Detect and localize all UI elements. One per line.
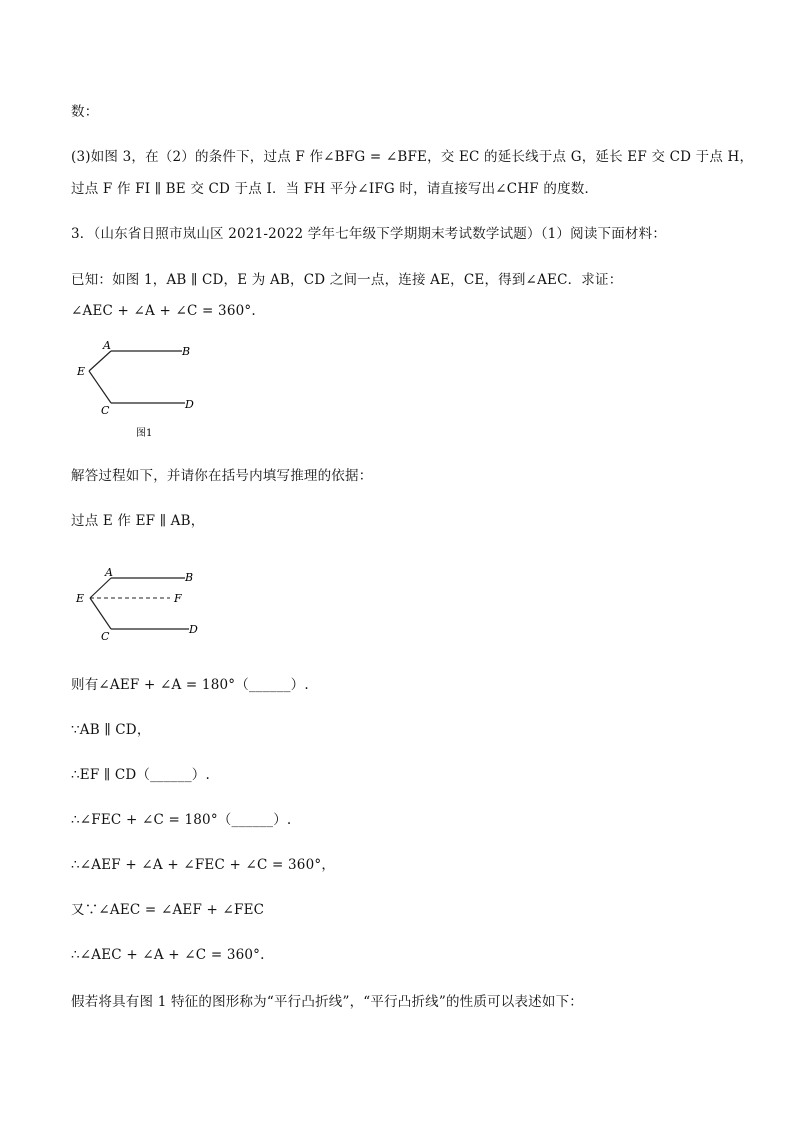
fig2-ae-line (90, 578, 111, 598)
text-line-15: ∴∠AEC + ∠A + ∠C = 360°. (71, 947, 265, 963)
fig1-caption: 图1 (136, 428, 153, 439)
text-line-12: ∴∠FEC + ∠C = 180°（______）. (71, 812, 292, 828)
text-line-13: ∴∠AEF + ∠A + ∠FEC + ∠C = 360°， (71, 857, 336, 873)
fig1-label-e: E (77, 365, 86, 378)
text-line-8: 过点 E 作 EF ∥ AB， (71, 513, 205, 529)
fig1-label-d: D (185, 398, 194, 411)
figure-2 (72, 563, 212, 648)
fig1-ae-line (89, 351, 111, 371)
fig1-label-c: C (101, 404, 110, 417)
text-line-2: (3)如图 3，在（2）的条件下，过点 F 作∠BFG = ∠BFE，交 EC 的延长线于点 G，延长 EF 交 CD 于点 H， (71, 149, 754, 165)
figure-1 (72, 338, 212, 443)
text-line-5: 已知：如图 1，AB ∥ CD，E 为 AB，CD 之间一点，连接 AE，CE，得到∠AEC．求证： (71, 272, 623, 288)
text-line-7: 解答过程如下，并请你在括号内填写推理的依据： (71, 468, 373, 484)
fig1-label-a: A (103, 339, 111, 352)
fig2-label-e: E (76, 592, 85, 605)
fig2-label-d: D (189, 623, 198, 636)
text-line-16: 假若将具有图 1 特征的图形称为“平行凸折线”，“平行凸折线”的性质可以表述如下： (71, 994, 583, 1010)
fig1-ec-line (89, 371, 111, 403)
fig1-label-b: B (182, 345, 191, 358)
fig2-label-b: B (185, 571, 194, 584)
fig2-ec-line (90, 598, 111, 629)
text-line-9: 则有∠AEF + ∠A = 180°（______）. (71, 677, 309, 693)
text-line-3: 过点 F 作 FI ∥ BE 交 CD 于点 I．当 FH 平分∠IFG 时，请直接写出∠CHF 的度数． (71, 181, 599, 197)
fig2-label-f: F (174, 592, 182, 605)
text-line-4: 3．（山东省日照市岚山区 2021-2022 学年七年级下学期期末考试数学试题）（1）阅读下面材料： (71, 226, 667, 242)
fig2-label-a: A (105, 566, 113, 579)
text-line-14: 又∵∠AEC = ∠AEF + ∠FEC (71, 902, 265, 918)
text-line-6: ∠AEC + ∠A + ∠C = 360°. (71, 303, 256, 319)
text-line-10: ∵AB ∥ CD， (71, 722, 151, 738)
fig2-label-c: C (101, 630, 110, 643)
text-line-11: ∴EF ∥ CD（______）. (71, 767, 210, 783)
text-line-1: 数： (71, 104, 99, 120)
